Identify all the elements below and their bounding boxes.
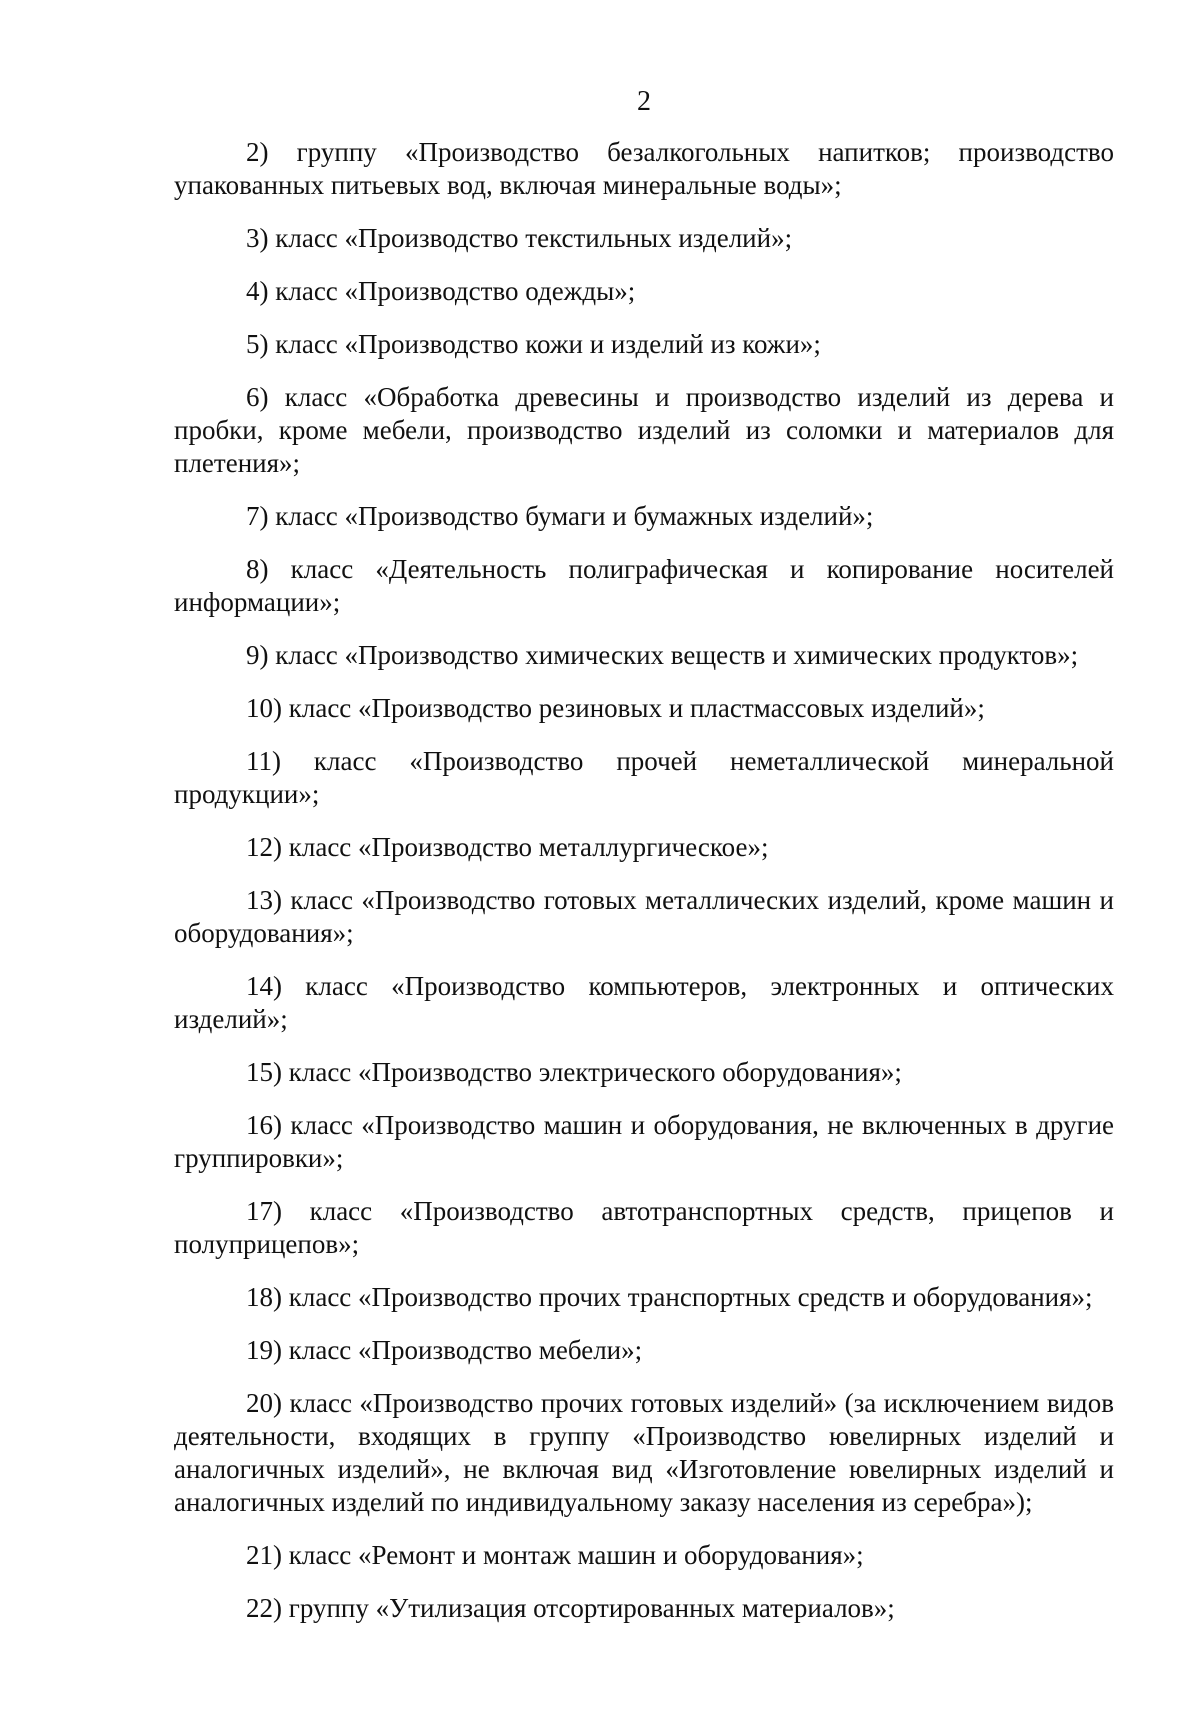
list-item: 17) класс «Производство автотранспортных средств, прицепов и полуприцепов»; — [174, 1196, 1114, 1259]
page-number: 2 — [637, 86, 651, 117]
list-item: 22) группу «Утилизация отсортированных материалов»; — [246, 1593, 895, 1623]
list-item: 9) класс «Производство химических веществ и химических продуктов»; — [246, 640, 1079, 670]
list-item: 10) класс «Производство резиновых и пластмассовых изделий»; — [246, 693, 985, 723]
list-item: 2) группу «Производство безалкогольных напитков; производство упакованных питьевых вод, включая минеральные воды»; — [174, 137, 1114, 200]
list-item: 21) класс «Ремонт и монтаж машин и оборудования»; — [246, 1540, 864, 1570]
list-item: 13) класс «Производство готовых металлических изделий, кроме машин и оборудования»; — [174, 885, 1114, 948]
list-item: 20) класс «Производство прочих готовых изделий» (за исключением видов деятельности, входящих в группу «Производство ювелирных изделий и аналогичных изделий», не включая вид «Изготовление ювелирных изделий и аналогичных изделий по индивидуальному заказу населения из серебра»); — [174, 1388, 1114, 1517]
list-item: 19) класс «Производство мебели»; — [246, 1335, 643, 1365]
list-item: 11) класс «Производство прочей неметаллической минеральной продукции»; — [174, 746, 1114, 809]
list-item: 14) класс «Производство компьютеров, электронных и оптических изделий»; — [174, 971, 1114, 1034]
list-item: 12) класс «Производство металлургическое»; — [246, 832, 769, 862]
list-item: 7) класс «Производство бумаги и бумажных изделий»; — [246, 501, 874, 531]
list-item: 5) класс «Производство кожи и изделий из кожи»; — [246, 329, 821, 359]
list-item: 18) класс «Производство прочих транспортных средств и оборудования»; — [246, 1282, 1093, 1312]
list-item: 16) класс «Производство машин и оборудования, не включенных в другие группировки»; — [174, 1110, 1114, 1173]
item-list — [174, 136, 1114, 1645]
list-item: 3) класс «Производство текстильных изделий»; — [246, 223, 793, 253]
list-item: 4) класс «Производство одежды»; — [246, 276, 636, 306]
list-item: 8) класс «Деятельность полиграфическая и копирование носителей информации»; — [174, 554, 1114, 617]
list-item: 6) класс «Обработка древесины и производство изделий из дерева и пробки, кроме мебели, производство изделий из соломки и материалов для плетения»; — [174, 382, 1114, 478]
list-item: 15) класс «Производство электрического оборудования»; — [246, 1057, 902, 1087]
